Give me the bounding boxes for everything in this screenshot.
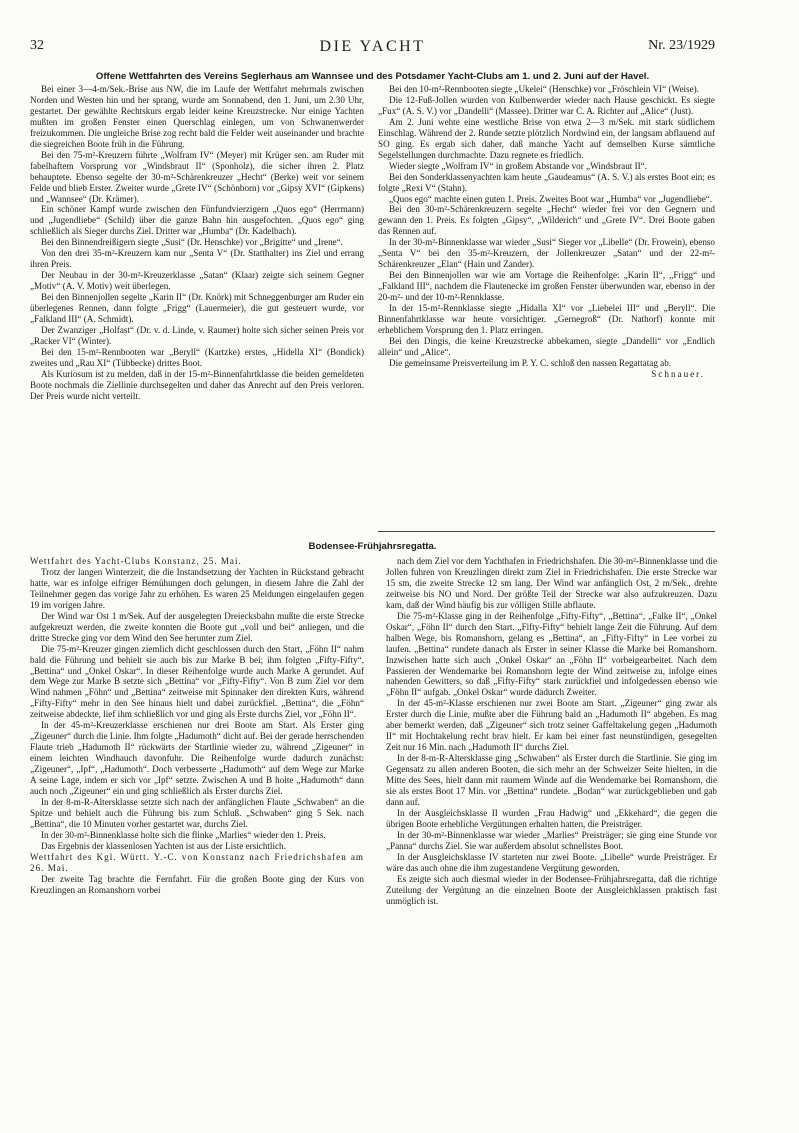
paragraph: Es zeigte sich auch diesmal wieder in der Bodensee-Frühjahrsregatta, daß die richtige Zuteilung der Vergütung an die einzelnen Boote der Ausgleichklassen praktisch fast unmöglich ist. [386, 873, 717, 906]
paragraph: In der 8-m-R-Altersklasse setzte sich nach der anfänglichen Flaute „Schwaben“ an die Spitze und behielt auch die Führung bis zum Schluß. „Schwaben“ ging 5 Sek. nach „Bettina“, die 10 Minuten vorher gestartet war, durchs Ziel. [30, 796, 364, 829]
paragraph: Der Neubau in der 30-m²-Kreuzerklasse „Satan“ (Klaar) zeigte sich seinem Gegner „Motiv“ (A. V. Motiv) weit überlegen. [30, 270, 364, 292]
paragraph: Bei den Binnenjollen war wie am Vortage die Reihenfolge: „Karin II“, „Frigg“ und „Falkland III“, nachdem die Flautenecke im großen Fenster überwunden war, ebenso in der 20-m²- und der 10-m²-Rennklasse. [378, 270, 715, 303]
author-signature: Schnauer. [651, 368, 705, 379]
section-subheading: Wettfahrt des Kgl. Württ. Y.-C. von Konstanz nach Friedrichshafen am 26. Mai. [30, 851, 364, 873]
paragraph: In der Ausgleichsklasse II wurden „Frau Hadwig“ und „Ekkehard“, die gegen die übrigen Boote erhebliche Vergütungen erhalten hatten, die Preisträger. [386, 807, 717, 829]
page-number: 32 [30, 38, 44, 53]
article2-column-right [386, 556, 717, 907]
paragraph: Trotz der langen Winterzeit, die die Instandsetzung der Yachten in Rückstand gebracht hatte, war es infolge eifriger Bemühungen doch gelungen, in diesem Jahre die Zahl der Teilnehmer gegen das vorige Jahr zu erhöhen. Es waren 25 Meldungen eingelaufen gegen 19 im vorigen Jahre. [30, 566, 364, 610]
paragraph: „Quos ego“ machte einen guten 1. Preis. Zweites Boot war „Humba“ vor „Jugendliebe“. [389, 193, 713, 204]
section-divider [378, 531, 715, 532]
issue-number: Nr. 23/1929 [648, 38, 715, 53]
paragraph: Bei den 30-m²-Schärenkreuzern segelte „Hecht“ wieder frei vor den Gegnern und gewann den 1. Preis. Es folgten „Gipsy“, „Wilderich“ und „Grete IV“. Drei Boote gaben das Rennen auf. [378, 204, 715, 237]
paragraph: nach dem Ziel vor dem Yachthafen in Friedrichshafen. Die 30-m²-Binnenklasse und die Jollen fuhren von Kreuzlingen direkt zum Ziel in Friedrichshafen. Die erste Strecke war 15 sm, die zweite Strecke 12 sm lang. Der Wind war anfänglich Ost, 2 m/Sek., drehte zeitweise bis NO und Nord. Der größte Teil der Strecke war also aufzukreuzen. Dazu kam, daß der Wind häufig bis zur völligen Stille abflaute. [386, 556, 717, 610]
paragraph: Bei den Binnenjollen segelte „Karin II“ (Dr. Knörk) mit Schneggenburger am Ruder ein überlegenes Rennen, dann folgte „Frigg“ (Lauermeier), die gut gesteuert wurde, vor „Falkland III“ (A. Schmidt). [30, 292, 364, 325]
paragraph: In der 8-m-R-Altersklasse ging „Schwaben“ als Erster durch die Startlinie. Sie ging im Gegensatz zu allen anderen Booten, die sich mehr an der Schweizer Seite hielten, in die Mitte des Sees, hielt dann mit raumem Winde auf die Wendemarke bei Romanshorn, die sie als erstes Boot 17 Min. vor „Bettina“ rundete. „Bodan“ war zurückgeblieben und gab dann auf. [386, 753, 717, 807]
paragraph: In der 15-m²-Rennklasse siegte „Hidalla XI“ vor „Liebelei III“ und „Beryll“. Die Binnenfahrtklasse war heute vorsichtiger. „Gernegroß“ (Dr. Nathorf) konnte mit erheblichem Vorsprung den 1. Platz erringen. [378, 303, 715, 335]
paragraph: In der 45-m²-Klasse erschienen nur zwei Boote am Start. „Zigeuner“ ging zwar als Erster durch die Linie, mußte aber die Führung bald an „Hadumoth II“ abgeben. Es mag aber bemerkt werden, daß „Zigeuner“ sich trotz seiner Gaffeltakelung gegen „Hadumoth II“ mit Hochtakelung recht brav hielt. Er kam bei einer fast neunstündigen, gesegelten Zeit nur 16 Min. nach „Hadumoth II“ durchs Ziel. [386, 698, 717, 753]
section-subheading: Wettfahrt des Yacht-Clubs Konstanz, 25. Mai. [30, 556, 242, 566]
paragraph: Der Wind war Ost 1 m/Sek. Auf der ausgelegten Dreiecksbahn mußte die erste Strecke aufgekreuzt werden, die zweite konnten die Boote gut „voll und bei“ anliegen, und die dritte Strecke ging vor dem Wind den See herunter zum Ziel. [30, 610, 364, 643]
paragraph: Der zweite Tag brachte die Fernfahrt. Für die großen Boote ging der Kurs von Kreuzlingen an Romanshorn vorbei [30, 873, 364, 895]
paragraph: In der 30-m²-Binnenklasse war wieder „Susi“ Sieger vor „Libelle“ (Dr. Frowein), ebenso „Senta V“ bei den 35-m²-Kreuzern, der Jollenkreuzer „Satan“ und der 22-m²-Schärenkreuzer „Elan“ (Hain und Zander). [378, 237, 715, 270]
paragraph: Bei den 10-m²-Rennbooten siegte „Ukelei“ (Henschke) vor „Fröschlein VI“ (Weise). [389, 84, 699, 94]
paragraph: In der 30-m²-Binnenklasse holte sich die flinke „Marlies“ wieder den 1. Preis. [41, 829, 326, 840]
page-header [30, 38, 715, 58]
paragraph: Die gemeinsame Preisverteilung im P. Y. C. schloß den nassen Regattatag ab. [389, 357, 672, 368]
magazine-title: DIE YACHT [319, 38, 426, 55]
paragraph: Bei den Dingis, die keine Kreuzstrecke abbekamen, siegte „Dandelli“ vor „Endlich allein“ und „Alice“. [378, 335, 715, 357]
paragraph: Am 2. Juni wehte eine westliche Brise von etwa 2—3 m/Sek. mit stark südlichem Einschlag. Während der 2. Runde setzte plötzlich Nordwind ein, der langsam abflauend auf SO ging. Es ergab sich daher, daß manche Yacht auf demselben Kurse sämtliche Segelstellungen durchmachte. Dazu regnete es friedlich. [378, 116, 715, 160]
paragraph: Die 75-m²-Kreuzer gingen ziemlich dicht geschlossen durch den Start, „Föhn II“ nahm bald die Führung und behielt sie auch bis zur Marke B bei; ihm folgten „Fifty-Fifty“, „Bettina“ und „Onkel Oskar“. In dieser Reihenfolge wurde auch Marke A gerundet. Auf dem Wege zur Marke B setzte sich „Bettina“ vor „Fifty-Fifty“. Von B zum Ziel vor dem Wind nahmen „Föhn“ und „Bettina“ zeitweise mit Spinnaker den direkten Kurs, während „Fifty-Fifty“ mehr in den See hinaus hielt und dabei zurückfiel. „Bettina“, die „Föhn“ zeitweise abdeckte, lief ihm schließlich vor und ging als Erste durchs Ziel, vor „Föhn II“. [30, 643, 364, 720]
article1-column-left [30, 84, 364, 402]
article2-column-left [30, 556, 364, 896]
paragraph: Bei den 15-m²-Rennbooten war „Beryll“ (Kartzke) erstes, „Hidella XI“ (Bondick) zweites und „Rau XI“ (Tübbecke) drittes Boot. [30, 346, 364, 368]
paragraph: In der Ausgleichsklasse IV starteten nur zwei Boote. „Libelle“ wurde Preisträger. Er wäre das auch ohne die ihm zugestandene Vergütung geworden. [386, 851, 717, 873]
paragraph: Das Ergebnis der klassenlosen Yachten ist aus der Liste ersichtlich. [41, 840, 286, 851]
paragraph: Von den drei 35-m²-Kreuzern kam nur „Senta V“ (Dr. Statthalter) ins Ziel und errang ihren Preis. [30, 248, 364, 270]
paragraph: Bei einer 3—4-m/Sek.-Brise aus NW, die im Laufe der Wettfahrt mehrmals zwischen Norden und Westen hin und her sprang, wurde am Sonnabend, den 1. Juni, um 2.30 Uhr, gestartet. Der gewählte Rechtskurs ergab leider keine Kreuzstrecke. Nur einige Yachten mußten im großen Fenster einen Querschlag einlegen, um von Schwanenwerder freizukommen. Die ungleiche Brise zog recht bald die Felder weit auseinander und brachte die siegreichen Boote früh in die Führung. [30, 84, 364, 149]
paragraph: Der Zwanziger „Holfast“ (Dr. v. d. Linde, v. Raumer) holte sich sicher seinen Preis vor „Racker VI“ (Winter). [30, 324, 364, 346]
paragraph: Die 75-m²-Klasse ging in der Reihenfolge „Fifty-Fifty“, „Bettina“, „Falke II“, „Onkel Oskar“, „Föhn II“ durch den Start. „Fifty-Fifty“ behielt lange Zeit die Führung. Auf dem halben Wege, bis Romanshorn, gelang es „Bettina“, an „Fifty-Fifty“ in Lee vorbei zu laufen. „Bettina“ rundete danach als Erster in seiner Klasse die Marke bei Romanshorn. Inzwischen hatte sich auch „Onkel Oskar“ an „Föhn II“ vorbeigearbeitet. Nach dem Passieren der Wendemarke bei Romanshorn legte der Wind zeitweise zu, infolge eines nahenden Gewitters, so daß „Fifty-Fifty“ stark zurückfiel und infolgedessen ebenso wie „Föhn II“ aufgab. „Onkel Oskar“ wurde dadurch Zweiter. [386, 610, 717, 698]
paragraph: Die 12-Fuß-Jollen wurden von Kulbenwerder wieder nach Hause geschickt. Es siegte „Fux“ (A. S. V.) vor „Dandelli“ (Massee). Dritter war C. A. Richter auf „Alice“ (Just). [378, 94, 715, 116]
article2-title: Bodensee-Frühjahrsregatta. [308, 541, 437, 552]
paragraph: Bei den Sonderklassenyachten kam heute „Gaudeamus“ (A. S. V.) als erstes Boot ein; es folgte „Rexi V“ (Stahn). [378, 171, 715, 193]
paragraph: In der 45-m²-Kreuzerklasse erschienen nur drei Boote am Start. Als Erster ging „Zigeuner“ durch die Linie. Ihm folgte „Hadumoth“ dicht auf. Bei der gerade herrschenden Flaute trieb „Hadumoth II“ rückwärts der Startlinie wieder zu, während „Zigeuner“ in einem leichten Windhauch davonfuhr. Die Reihenfolge wurde dadurch zunächst: „Zigeuner“, „Ipf“, „Hadumoth“. Doch verbesserte „Hadumoth“ auf dem Wege zur Marke A seine Lage, indem er sich vor „Ipf“ setzte. Zwischen A und B holte „Hadumoth“ dann auch noch „Zigeuner“ ein und ging schließlich als Erster durchs Ziel. [30, 720, 364, 797]
paragraph: Ein schöner Kampf wurde zwischen den Fünfundvierzigern „Quos ego“ (Herrmann) und „Jugendliebe“ (Schild) über die ganze Bahn hin ausgefochten. „Quos ego“ ging schließlich als Sieger durchs Ziel. Dritter war „Humba“ (Dr. Kadelbach). [30, 204, 364, 237]
paragraph: Bei den 75-m²-Kreuzern führte „Wolfram IV“ (Meyer) mit Krüger sen. am Ruder mit fabelhaftem Vorsprung vor „Windsbraut II“ (Sponholz), die sicher ihren 2. Platz behauptete. Ebenso segelte der 30-m²-Schärenkreuzer „Hecht“ (Berke) weit vor seinem Felde und blieb Erster. Zweiter wurde „Grete IV“ (Schönborn) vor „Gipsy XVI“ (Gipkens) und „Wannsee“ (Dr. Krämer). [30, 149, 364, 204]
article1-column-right [378, 84, 715, 380]
paragraph: In der 30-m²-Binnenklasse war wieder „Marlies“ Preisträger; sie ging eine Stunde vor „Panna“ durchs Ziel. Sie war außerdem absolut schnellstes Boot. [386, 829, 717, 851]
paragraph: Bei den Binnendreißigern siegte „Susi“ (Dr. Henschke) vor „Brigitte“ und „Irene“. [41, 237, 344, 248]
article1-title: Offene Wettfahrten des Vereins Seglerhaus am Wannsee und des Potsdamer Yacht-Clubs am 1. und 2. Juni auf der Havel. [95, 71, 650, 82]
paragraph: Wieder siegte „Wolfram IV“ in großem Abstande vor „Windsbraut II“. [389, 160, 647, 171]
paragraph: Als Kuriosum ist zu melden, daß in der 15-m²-Binnenfahrtklasse die beiden gemeldeten Boote nochmals die Ziellinie durchsegelten und daher das Anrecht auf den Preis verloren. Der Preis wurde nicht verteilt. [30, 368, 364, 401]
